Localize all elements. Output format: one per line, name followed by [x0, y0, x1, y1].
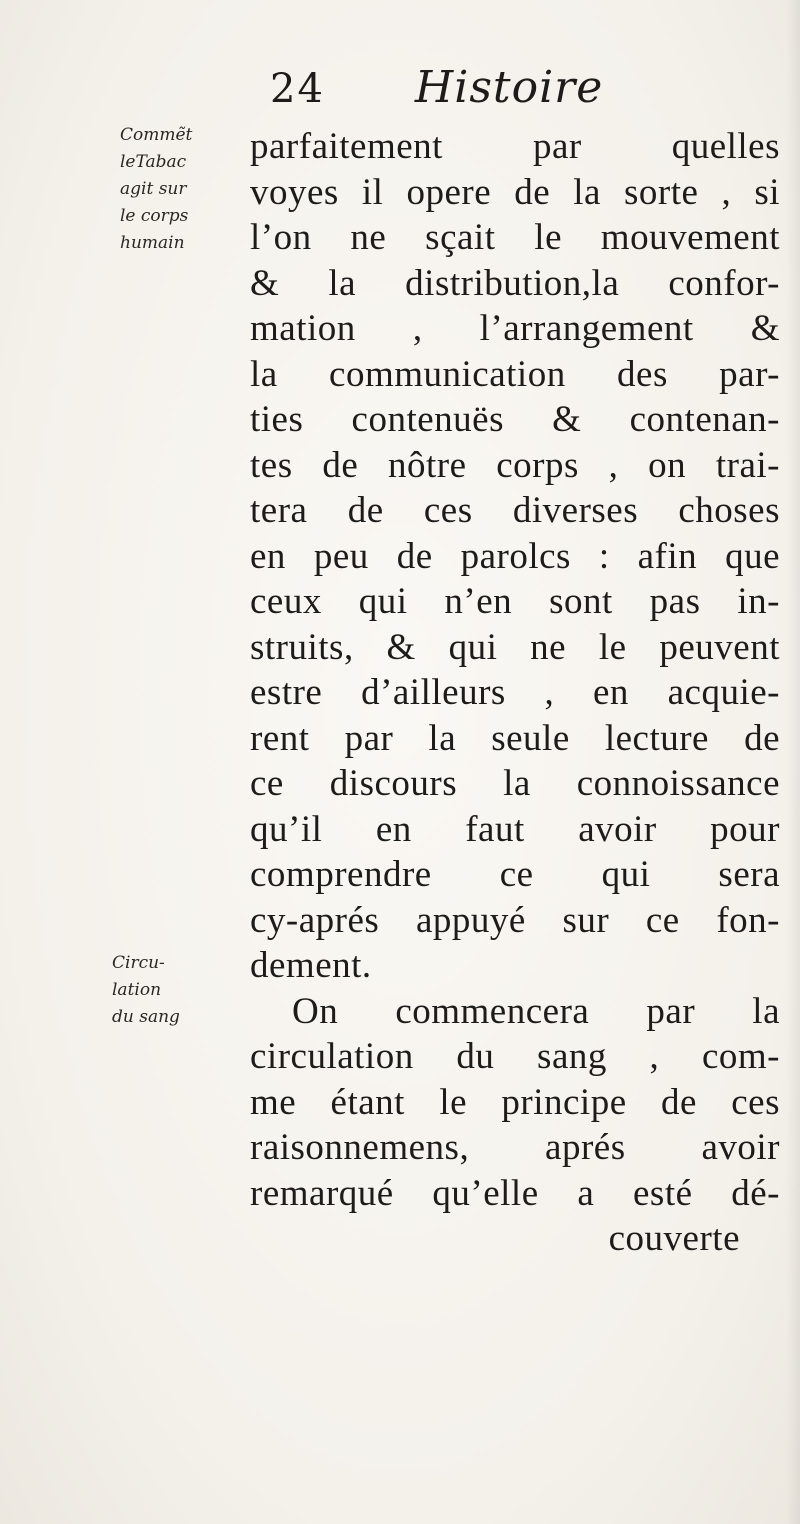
text-line: comprendre ce qui sera [250, 854, 780, 895]
margin-note-line: agit sur [120, 179, 187, 199]
page-edge-shadow [786, 0, 800, 1524]
text-line: en peu de parolcs : afin que [250, 535, 780, 577]
text-line: ce discours la connoissance [250, 763, 780, 804]
text-line: remarqué qu’elle a esté dé- [250, 1172, 780, 1214]
text-line: la communication des par- [250, 353, 780, 395]
text-line: mation , l’arrangement & [250, 308, 780, 349]
text-line: ties contenuës & contenan- [250, 399, 780, 440]
text-line: dement. [250, 945, 372, 986]
text-line: qu’il en faut avoir pour [250, 808, 780, 850]
text-line: ceux qui n’en sont pas in- [250, 581, 780, 622]
text-line: & la distribution,la confor- [250, 262, 780, 304]
margin-note-circulation [112, 950, 180, 1031]
margin-note-line: le corps [120, 206, 189, 226]
text-line: voyes il opere de la sorte , si [250, 171, 780, 213]
text-line: estre d’ailleurs , en acquie- [250, 672, 780, 713]
margin-note-line: humain [120, 233, 185, 253]
margin-note-line: Commẽt [120, 125, 193, 145]
text-line: rent par la seule lecture de [250, 717, 780, 759]
body-text [250, 124, 780, 1262]
margin-note-line: Circu- [112, 953, 165, 973]
margin-note-line: leTabac [120, 152, 187, 172]
catchword: couverte [608, 1218, 740, 1259]
text-line: On commencera par la [292, 990, 780, 1032]
running-title: Histoire [414, 62, 604, 113]
text-line: circulation du sang , com- [250, 1036, 780, 1077]
margin-note-line: du sang [112, 1007, 180, 1027]
text-line: me étant le principe de ces [250, 1081, 780, 1123]
text-line: parfaitement par quelles [250, 126, 780, 167]
text-line: raisonnemens, aprés avoir [250, 1127, 780, 1168]
page-number: 24 [270, 66, 325, 112]
page-header [270, 62, 603, 118]
text-line: struits, & qui ne le peuvent [250, 626, 780, 668]
margin-note-line: lation [112, 980, 162, 1000]
text-line: tes de nôtre corps , on trai- [250, 444, 780, 486]
margin-note-tobacco [120, 122, 192, 257]
text-line: cy-aprés appuyé sur ce fon- [250, 899, 780, 941]
text-line: tera de ces diverses choses [250, 490, 780, 531]
text-line: l’on ne sçait le mouvement [250, 217, 780, 258]
